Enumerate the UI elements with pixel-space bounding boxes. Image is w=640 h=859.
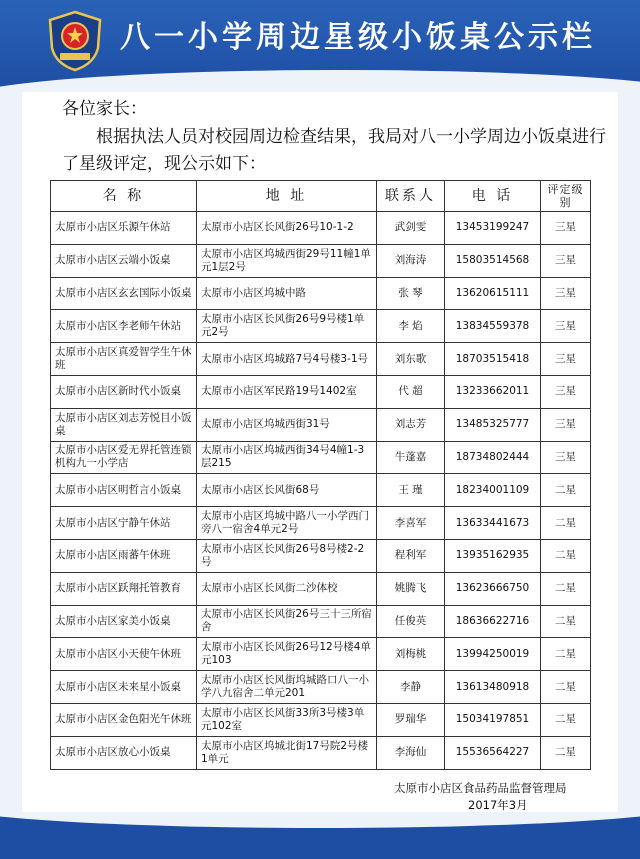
page-title: 八一小学周边星级小饭桌公示栏 [120, 20, 596, 55]
cell-address: 太原市小店区坞城北街17号院2号楼1单元 [197, 736, 377, 769]
table-header-row [51, 181, 591, 212]
header-swoosh [0, 70, 640, 92]
cell-contact: 罗瑞华 [377, 703, 445, 736]
cell-contact: 刘东歌 [377, 343, 445, 376]
cell-rating: 二星 [541, 703, 591, 736]
cell-contact: 张 琴 [377, 277, 445, 310]
cell-address: 太原市小店区长风街26号三十三所宿舍 [197, 605, 377, 638]
cell-address: 太原市小店区长风街二沙体校 [197, 572, 377, 605]
cell-contact: 刘梅桃 [377, 638, 445, 671]
greeting: 各位家长： [62, 99, 147, 119]
table-row [51, 736, 591, 769]
cell-phone: 13834559378 [445, 310, 541, 343]
cell-name: 太原市小店区家美小饭桌 [51, 605, 197, 638]
table-row [51, 638, 591, 671]
cell-phone: 18234001109 [445, 474, 541, 507]
cell-rating: 二星 [541, 572, 591, 605]
cell-phone: 18636622716 [445, 605, 541, 638]
cell-contact: 李喜军 [377, 507, 445, 540]
cell-name: 太原市小店区真爱智学生午休班 [51, 343, 197, 376]
cell-rating: 二星 [541, 736, 591, 769]
cell-phone: 13623666750 [445, 572, 541, 605]
cell-rating: 三星 [541, 375, 591, 408]
cell-contact: 刘志芳 [377, 408, 445, 441]
table-body [51, 212, 591, 770]
cell-rating: 三星 [541, 244, 591, 277]
cell-name: 太原市小店区玄玄国际小饭桌 [51, 277, 197, 310]
footer-swoosh [0, 812, 640, 828]
cell-rating: 二星 [541, 671, 591, 704]
cell-address: 太原市小店区坞城西街34号4幢1-3层215 [197, 441, 377, 474]
cell-contact: 李静 [377, 671, 445, 704]
cell-address: 太原市小店区长风街坞城路口八一小学八九宿舍二单元201 [197, 671, 377, 704]
cell-contact: 王 瑾 [377, 474, 445, 507]
cell-contact: 代 超 [377, 375, 445, 408]
header-rating: 评定级别 [541, 181, 591, 212]
issue-date: 2017年3月 [468, 798, 528, 812]
cell-phone: 18703515418 [445, 343, 541, 376]
cell-phone: 13994250019 [445, 638, 541, 671]
cell-rating: 三星 [541, 310, 591, 343]
cell-phone: 13453199247 [445, 212, 541, 245]
cell-contact: 李 焰 [377, 310, 445, 343]
cell-address: 太原市小店区长风街68号 [197, 474, 377, 507]
cell-phone: 18734802444 [445, 441, 541, 474]
cell-rating: 三星 [541, 212, 591, 245]
table-row [51, 441, 591, 474]
cell-contact: 牛蓬嘉 [377, 441, 445, 474]
police-emblem-icon [46, 10, 104, 72]
cell-phone: 15034197851 [445, 703, 541, 736]
cell-name: 太原市小店区乐源午休站 [51, 212, 197, 245]
header-address: 地 址 [197, 181, 377, 212]
cell-address: 太原市小店区坞城中路 [197, 277, 377, 310]
cell-rating: 二星 [541, 507, 591, 540]
cell-rating: 二星 [541, 474, 591, 507]
cell-contact: 武剑雯 [377, 212, 445, 245]
cell-phone: 15803514568 [445, 244, 541, 277]
header-contact: 联系人 [377, 181, 445, 212]
cell-rating: 三星 [541, 441, 591, 474]
cell-name: 太原市小店区金色阳光午休班 [51, 703, 197, 736]
cell-name: 太原市小店区新时代小饭桌 [51, 375, 197, 408]
cell-rating: 二星 [541, 638, 591, 671]
cell-name: 太原市小店区未来星小饭桌 [51, 671, 197, 704]
header-banner [0, 0, 640, 92]
cell-phone: 15536564227 [445, 736, 541, 769]
table-row [51, 244, 591, 277]
cell-name: 太原市小店区李老师午休站 [51, 310, 197, 343]
cell-name: 太原市小店区刘志芳悦目小饭桌 [51, 408, 197, 441]
cell-rating: 三星 [541, 343, 591, 376]
cell-name: 太原市小店区明哲言小饭桌 [51, 474, 197, 507]
cell-address: 太原市小店区坞城路7号4号楼3-1号 [197, 343, 377, 376]
table-row [51, 375, 591, 408]
cell-name: 太原市小店区爱无界托管连锁机构九一小学店 [51, 441, 197, 474]
cell-address: 太原市小店区长风街26号9号楼1单元2号 [197, 310, 377, 343]
table-row [51, 212, 591, 245]
cell-contact: 任俊英 [377, 605, 445, 638]
cell-name: 太原市小店区雨蕃午休班 [51, 539, 197, 572]
cell-contact: 刘海涛 [377, 244, 445, 277]
intro-paragraph: 根据执法人员对校园周边检查结果，我局对八一小学周边小饭桌进行了星级评定，现公示如下： [62, 127, 606, 174]
table-row [51, 507, 591, 540]
cell-rating: 三星 [541, 408, 591, 441]
cell-contact: 李海仙 [377, 736, 445, 769]
cell-rating: 二星 [541, 605, 591, 638]
cell-phone: 13233662011 [445, 375, 541, 408]
cell-rating: 二星 [541, 539, 591, 572]
cell-phone: 13613480918 [445, 671, 541, 704]
cell-phone: 13935162935 [445, 539, 541, 572]
cell-name: 太原市小店区放心小饭桌 [51, 736, 197, 769]
table-row [51, 474, 591, 507]
cell-address: 太原市小店区长风街26号12号楼4单元103 [197, 638, 377, 671]
cell-phone: 13633441673 [445, 507, 541, 540]
cell-contact: 程利军 [377, 539, 445, 572]
cell-address: 太原市小店区长风街33所3号楼3单元102室 [197, 703, 377, 736]
table-row [51, 703, 591, 736]
rating-table [50, 180, 591, 770]
cell-name: 太原市小店区小天使午休班 [51, 638, 197, 671]
cell-contact: 姚腾飞 [377, 572, 445, 605]
table-row [51, 605, 591, 638]
table-row [51, 343, 591, 376]
cell-phone: 13485325777 [445, 408, 541, 441]
cell-address: 太原市小店区军民路19号1402室 [197, 375, 377, 408]
table-row [51, 408, 591, 441]
header-phone: 电 话 [445, 181, 541, 212]
header-name: 名 称 [51, 181, 197, 212]
cell-address: 太原市小店区坞城西街29号11幢1单元1层2号 [197, 244, 377, 277]
issuing-organization: 太原市小店区食品药品监督管理局 [394, 781, 567, 795]
table-row [51, 539, 591, 572]
cell-phone: 13620615111 [445, 277, 541, 310]
cell-name: 太原市小店区云端小饭桌 [51, 244, 197, 277]
cell-rating: 三星 [541, 277, 591, 310]
cell-name: 太原市小店区跃翔托管教育 [51, 572, 197, 605]
footer-banner [0, 812, 640, 859]
cell-address: 太原市小店区长风街26号10-1-2 [197, 212, 377, 245]
table-row [51, 572, 591, 605]
table-row [51, 277, 591, 310]
cell-address: 太原市小店区坞城中路八一小学西门旁八一宿舍4单元2号 [197, 507, 377, 540]
table-row [51, 671, 591, 704]
cell-address: 太原市小店区坞城西街31号 [197, 408, 377, 441]
table-row [51, 310, 591, 343]
cell-name: 太原市小店区宁静午休站 [51, 507, 197, 540]
cell-address: 太原市小店区长风街26号8号楼2-2号 [197, 539, 377, 572]
